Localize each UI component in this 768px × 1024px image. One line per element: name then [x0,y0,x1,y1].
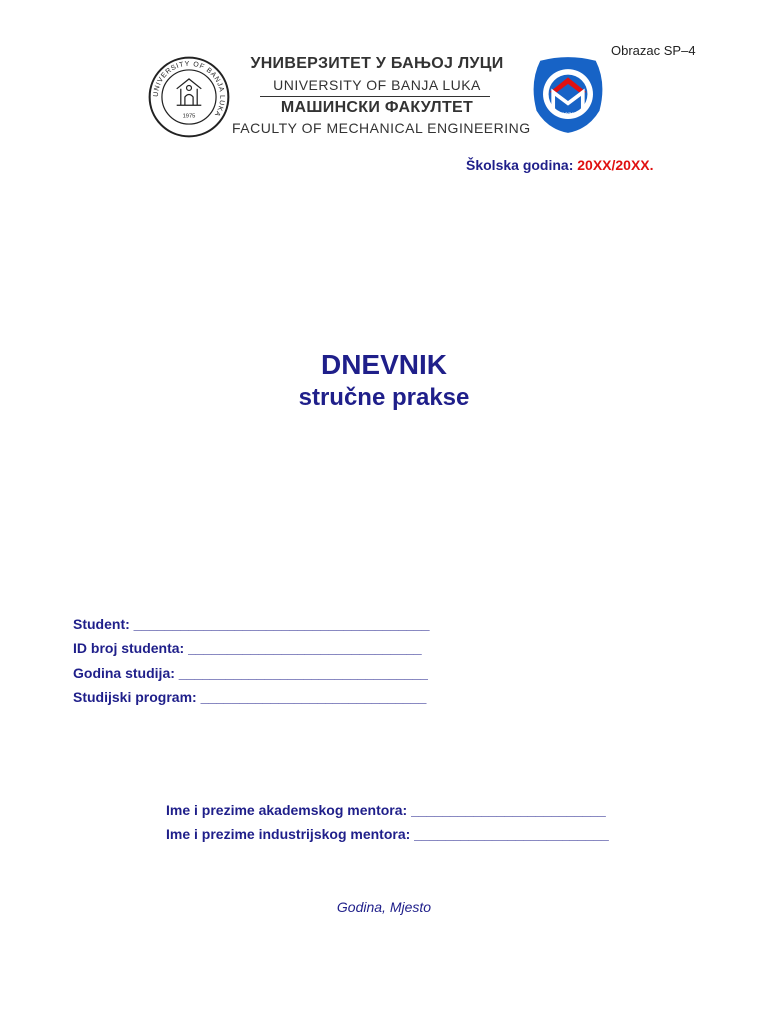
faculty-name-latin: FACULTY OF MECHANICAL ENGINEERING [232,120,531,136]
study-year-field: Godina studija: ________________________________ [73,665,428,681]
student-field: Student: ______________________________________ [73,616,430,632]
seal-text: UNIVERSITY OF BANJA LUKA [152,60,226,118]
industrial-mentor-field: Ime i prezime industrijskog mentora: _________________________ [166,826,609,842]
university-name-cyrillic: УНИВЕРЗИТЕТ У БАЊОЈ ЛУЦИ [250,55,504,72]
seal-year: 1975 [182,113,196,120]
faculty-name-cyrillic: МАШИНСКИ ФАКУЛТЕТ [280,99,474,116]
school-year-label: Školska godina: [466,157,574,173]
faculty-logo [531,55,605,135]
header-divider [260,96,490,97]
document-subtitle: stručne prakse [298,384,470,411]
student-id-field: ID broj studenta: ______________________________ [73,640,422,656]
school-year-value: 20XX/20XX. [577,157,654,173]
document-title: DNEVNIK [320,349,447,380]
faculty-logo-year: 1971 [561,112,575,119]
university-name-latin: UNIVERSITY OF BANJA LUKA [273,77,481,93]
form-code: Obrazac SP–4 [611,43,696,58]
academic-mentor-field: Ime i prezime akademskog mentora: _________________________ [166,802,606,818]
university-seal-logo [148,56,230,138]
school-year [466,157,654,173]
study-program-field: Studijski program: _____________________________ [73,689,427,705]
place-and-year: Godina, Mjesto [336,899,432,915]
